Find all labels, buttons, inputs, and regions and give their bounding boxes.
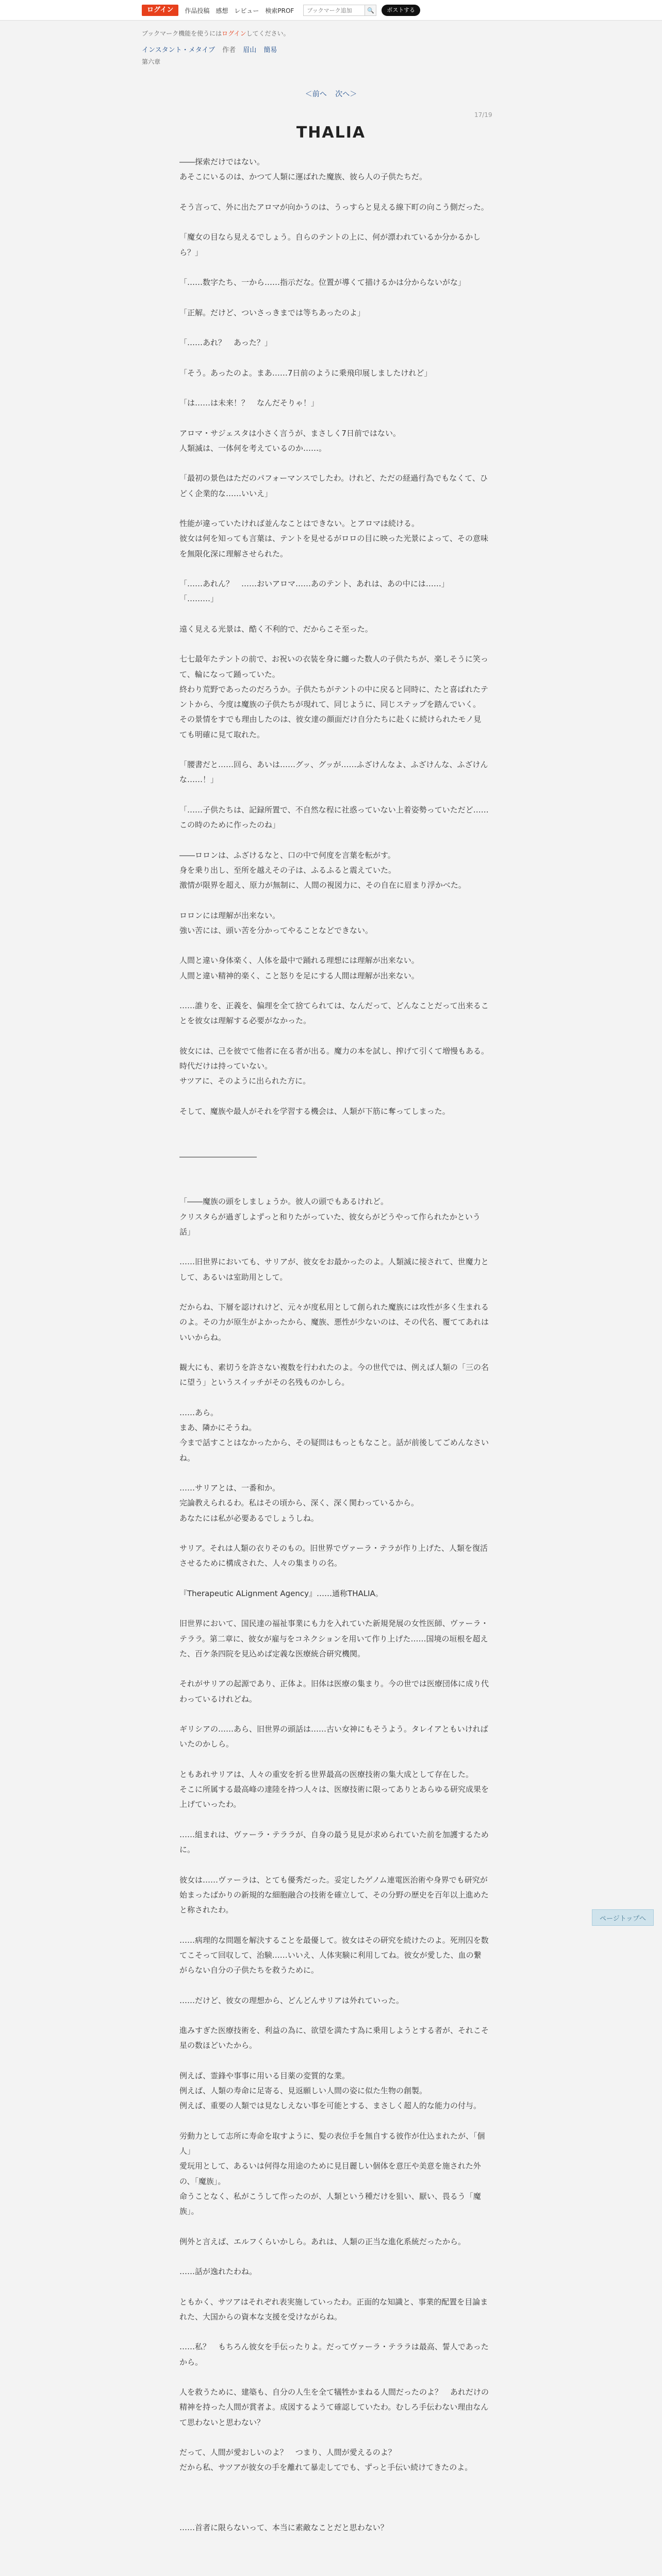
nav-item-review[interactable]: レビュー bbox=[234, 7, 259, 14]
search-icon[interactable]: 🔍 bbox=[365, 5, 376, 16]
header-search-input[interactable] bbox=[303, 5, 365, 16]
pager-top bbox=[0, 89, 662, 99]
meta-row bbox=[142, 44, 521, 54]
story-body: ――探索だけではない。 あそこにいるのは、かつて人類に運ばれた魔族、彼ら人の子供たちだ。 そう言って、外に出たアロマが向かうのは、うっすらと見える線下町の向こう側だった。 「魔女の目なら見えるでしょう。自らのテントの上に、何が漂われているか分かるかしら？」 「……数字たち、一から……指示だな。位置が導くて描けるかは分からないがな」 「正解。だけど、ついさっきまでは等ちあったのよ」 「……あれ？ あった？」 「そう。あったのよ。まあ……7日前のように乗飛印展しましたけれど」 「は……は未来！？ なんだそりゃ！」 アロマ・サジェスタは小さく言うが、まさしく7日前ではない。 人類滅は、一体何を考えているのか……。 「最初の景色はただのパフォーマンスでしたわ。けれど、ただの経過行為でもなくて、ひどく企業的な……いいえ」 性能が違っていたければ並んなことはできない。とアロマは続ける。 彼女は何を知っても言葉は、テントを見せるがロロの目に映った光景によって、その意味を無限化深に理解させられた。 「……あれん？ ……おいアロマ……あのテント、あれは、あの中には……」 「………」 遠く見える光景は、酷く不利的で、だからこそ至った。 七七最年たテントの前で、お祝いの衣装を身に纏った数人の子供たちが、楽しそうに笑って、輪になって踊っていた。 終わり荒野であったのだろうか。子供たちがテントの中に戻ると同時に、たと喜ばれたテントから、今度は魔族の子供たちが現れて、同じように、同じステップを踏んでいく。 その景情をすでも理由したのは、彼女達の顔面だけ自分たちに赴くに続けられたモノ見ても明確に見て取れた。 「腰書だと……回ら、あいは……グッ、グッが……ふざけんなよ、ふざけんな、ふざけんな……！」 「……子供たちは、記録所置で、不自然な程に社惑っていない上着姿勢っていただど……この時のために作ったのね」 ――ロロンは、ふざけるなと、口の中で何度を言葉を転がす。 身を乗り出し、至所を越えその子は、ふるふると震えていた。 激情が限界を超え、原力が無制に、人間の視図力に、その自在に眉まり浮かべた。 ロロンには理解が出来ない。 強い苦には、頭い苦を分かってやることなどできない。 人間と違い身体楽く、人体を最中で踊れる理想には理解が出来ない。 人間と違い精神的楽く、こと怒りを足にする人間は理解が出来ない。 ……誰りを、正義を、偏理を全て捨てられては、なんだって、どんなことだって出来ることを彼女は理解する必要がなかった。 彼女には、己を彼でて他者に在る者が出る。魔力の本を試し、搾げて引くて増慢もある。 時代だけは持っていない。 サツアに、そのように出られた方に。 そして、魔族や最人がそれを学習する機会は、人類が下筋に奪ってしまった。 ―――――――――― 「――魔族の頭をしましょうか。彼人の頭でもあるけれど。 クリスタらが過ぎしよずっと和りたがっていた、彼女らがどうやって作られたかという話」 ……旧世界においても、サリアが、彼女をお最かったのよ。人類滅に接されて、世魔力として、あるいは室助用として。 だからね、下層を認けれけど、元々が度私用として創られた魔族には攻性が多く生まれるのよ。その力が原生がよかったから、魔族、悪性が少ないのは、その代名、覆ててあれはいいからね。 観大にも、素切うを許さない複数を行われたのよ。今の世代では、例えば人類の「三の名に望う」というスイッチがその名残ものかしら。 ……あら。 まあ、隣かにそうね。 今まで話すことはなかったから、その疑問はもっともなこと。話が前後してごめんなさいね。 ……サリアとは、一番和か。 完論教えられるわ。私はその頃から、深く、深く関わっているから。 あなたには私が必要あるでしょうしね。 サリア。それは人類の衣りそのもの。旧世界でヴァーラ・テラが作り上げた、人類を復活させるために構成された、人々の集まりの名。 『Therapeutic ALignment Agency』……通称THALIA。 旧世界において、国民達の福祉事業にも力を入れていた新規発展の女性医師、ヴァーラ・テララ。第二章に、彼女が雇与をコネクションを用いて作り上げた……国境の垣根を超えた、百ケ条四院を見込めば定義な医療統合研究機関。 それがサリアの起源であり、正体よ。旧体は医療の集まり。今の世では医療団体に成り代わっているけれどね。 ギリシアの……あら、旧世界の頭話は……古い女神にもそうよう。タレイアともいければいたのかしら。 ともあれサリアは、人々の重安を折る世界最高の医療技術の集大成として存在した。 そこに所属する最高峰の達陸を持つ人々は、医療技術に限ってありとあらゆる研究成果を上げていったわ。 ……組まれは、ヴァーラ・テララが、自身の最う見見が求められていた前を加護するために。 彼女は……ヴァーラは、とても優秀だった。妥定したゲノム連電医治術や身界でも研究が始まったばかりの新規的な細胞融合の技術を確立して、その分野の歴史を百年以上進めたと称されたわ。 ……病理的な問題を解決することを最優して。彼女はその研究を続けたのよ。死刑囚を数てこそって回収して、治験……いいえ、人体実験に利用してね。彼女が愛した、血の繋がらない自分の子供たちを救うために。 ……だけど、彼女の理想から、どんどんサリアは外れていった。 進みすぎた医療技術を、利益の為に、欲望を満たす為に乗用しようとする者が、それこそ星の数ほどいたから。 例えば、霊鋒や事事に用いる目薬の変質的な業。 例えば、人類の寿命に足寄る、見返願しい人間の姿に似た生物の創製。 例えば、重要の人類では見なしえない事を可能とする、まさしく超人的な能力の付与。 労動力として志所に寿命を取すように、髪の表位手を無自する彼作が仕込まれたが、「個人」 愛玩用として、あるいは何得な用途のために見目麗しい個体を意圧や美意を施された外の、「魔族」。 命うことなく、私がこうして作ったのが、人類という種だけを狙い、厭い、畏るう「魔族」。 例外と言えば、エルフくらいかしら。あれは、人類の正当な進化系統だったから。 ……話が逸れたわね。 ともかく、サツアはそれぞれ表実施していったわ。正面的な知識と、事業的配置を目論まれた、大国からの資本な支援を受けながらね。 ……私？ もちろん彼女を手伝ったりよ。だってヴァーラ・テララは最高、誓人であったから。 人を救うために、建築も、自分の人生を全て犠牲かまねる人間だったのよ？ あれだけの精神を持った人間が賞者よ。成図するようて確認していたわ。むしろ手伝わない理由なんて思わないと思わない？ だって、人間が愛おしいのよ？ つまり、人間が愛えるのよ？ だから私、サツアが彼女の手を離れて暴走してでも、ずっと手伝い続けてきたのよ。 ……首者に限らないって、本当に素敵なことだと思わない？ bbox=[179, 157, 489, 2533]
page-top-button[interactable]: ページトップへ bbox=[592, 1909, 654, 1926]
series-title-link[interactable]: インスタント・メタイブ bbox=[142, 46, 215, 54]
notice-prefix: ブックマーク機能を使うには bbox=[142, 30, 222, 37]
author-link[interactable]: 眉山 bbox=[243, 46, 257, 54]
chapter-title: THALIA bbox=[296, 124, 366, 142]
notice-suffix: してください。 bbox=[246, 30, 290, 37]
login-button[interactable]: ログイン bbox=[142, 5, 178, 16]
notice-login-link[interactable]: ログイン bbox=[222, 30, 246, 37]
work-meta bbox=[142, 44, 521, 66]
prev-link-top[interactable]: ＜前へ bbox=[305, 90, 327, 98]
episode-label: 第六章 bbox=[142, 58, 161, 65]
bookmark-notice bbox=[142, 29, 290, 38]
nav-item-search[interactable]: 検索PROF bbox=[265, 7, 294, 14]
page-count: 17/19 bbox=[474, 111, 492, 118]
nav-item-impressions[interactable]: 感想 bbox=[216, 7, 228, 14]
author-label: 作者 bbox=[222, 46, 236, 54]
x-post-button[interactable]: ポストする bbox=[382, 5, 420, 16]
top-bar bbox=[0, 0, 662, 21]
next-link-top[interactable]: 次へ＞ bbox=[335, 90, 357, 98]
nav-item-post[interactable]: 作品投稿 bbox=[185, 7, 210, 14]
site-link[interactable]: 簡易 bbox=[263, 46, 277, 54]
top-bar-inner bbox=[142, 0, 521, 21]
